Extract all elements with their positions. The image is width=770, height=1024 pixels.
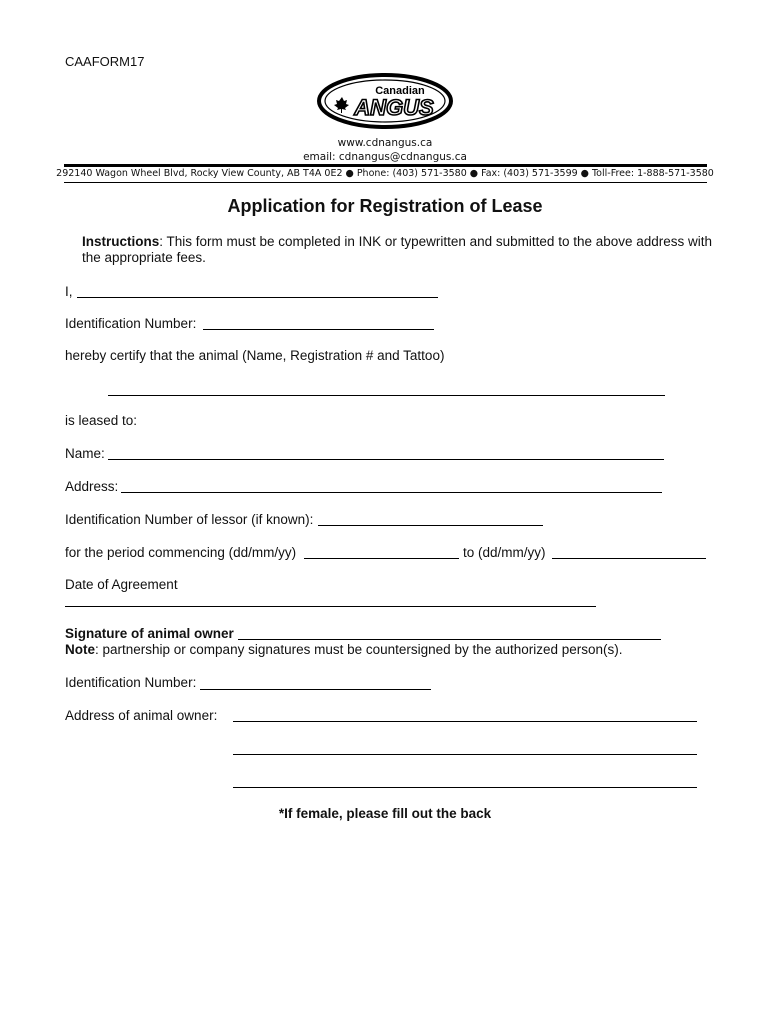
website: www.cdnangus.ca — [337, 137, 433, 149]
page-title: Application for Registration of Lease — [227, 196, 543, 216]
owner-address-field-line-3[interactable] — [233, 787, 697, 788]
owner-id-field[interactable] — [200, 689, 431, 690]
id-number-label: Identification Number: — [65, 316, 197, 331]
leased-to-label: is leased to: — [65, 413, 138, 428]
date-agreement-label: Date of Agreement — [65, 577, 178, 592]
owner-address-field-line-1[interactable] — [233, 721, 697, 722]
note — [65, 642, 623, 657]
period-label: for the period commencing (dd/mm/yy) — [65, 545, 297, 560]
i-label: I, — [65, 284, 73, 299]
note-label: Note — [65, 642, 95, 657]
owner-address-field-line-2[interactable] — [233, 754, 697, 755]
signature-label: Signature of animal owner — [65, 626, 234, 641]
lessor-id-label: Identification Number of lessor (if known): — [65, 512, 314, 527]
instructions — [82, 234, 722, 266]
address-label: Address: — [65, 479, 119, 494]
period-start-field[interactable] — [304, 558, 459, 559]
signature-field[interactable] — [238, 639, 661, 640]
animal-details-field[interactable] — [108, 395, 665, 396]
email: email: cdnangus@cdnangus.ca — [303, 151, 467, 163]
id-number-field[interactable] — [203, 329, 434, 330]
header-divider-thin — [64, 182, 707, 183]
canadian-angus-logo — [316, 73, 454, 129]
logo-text-main: ANGUS — [354, 95, 434, 120]
owner-id-label: Identification Number: — [65, 675, 197, 690]
name-label: Name: — [65, 446, 105, 461]
date-agreement-field[interactable] — [65, 606, 596, 607]
instructions-label: Instructions — [82, 234, 160, 249]
period-end-field[interactable] — [552, 558, 706, 559]
logo-text-top: Canadian — [375, 85, 425, 97]
instructions-text: : This form must be completed in INK or typewritten and submitted to the above address with the appropriate fees. — [82, 234, 713, 265]
lessor-name-field[interactable] — [108, 459, 664, 460]
lessor-id-field[interactable] — [318, 525, 543, 526]
to-label: to (dd/mm/yy) — [463, 545, 546, 560]
owner-address-label: Address of animal owner: — [65, 708, 218, 723]
certify-label: hereby certify that the animal (Name, Registration # and Tattoo) — [65, 348, 445, 363]
lessor-address-field[interactable] — [121, 492, 662, 493]
contact-address-line: 292140 Wagon Wheel Blvd, Rocky View County, AB T4A 0E2 ● Phone: (403) 571-3580 ● Fax: (403) 571-3599 ● Toll-Free: 1-888-571-3580 — [56, 168, 714, 179]
note-text: : partnership or company signatures must be countersigned by the authorized person(s). — [95, 642, 623, 657]
footer-note: *If female, please fill out the back — [278, 806, 492, 821]
form-code: CAAFORM17 — [65, 54, 145, 69]
header-divider-thick — [64, 164, 707, 167]
lessee-name-field[interactable] — [77, 297, 438, 298]
